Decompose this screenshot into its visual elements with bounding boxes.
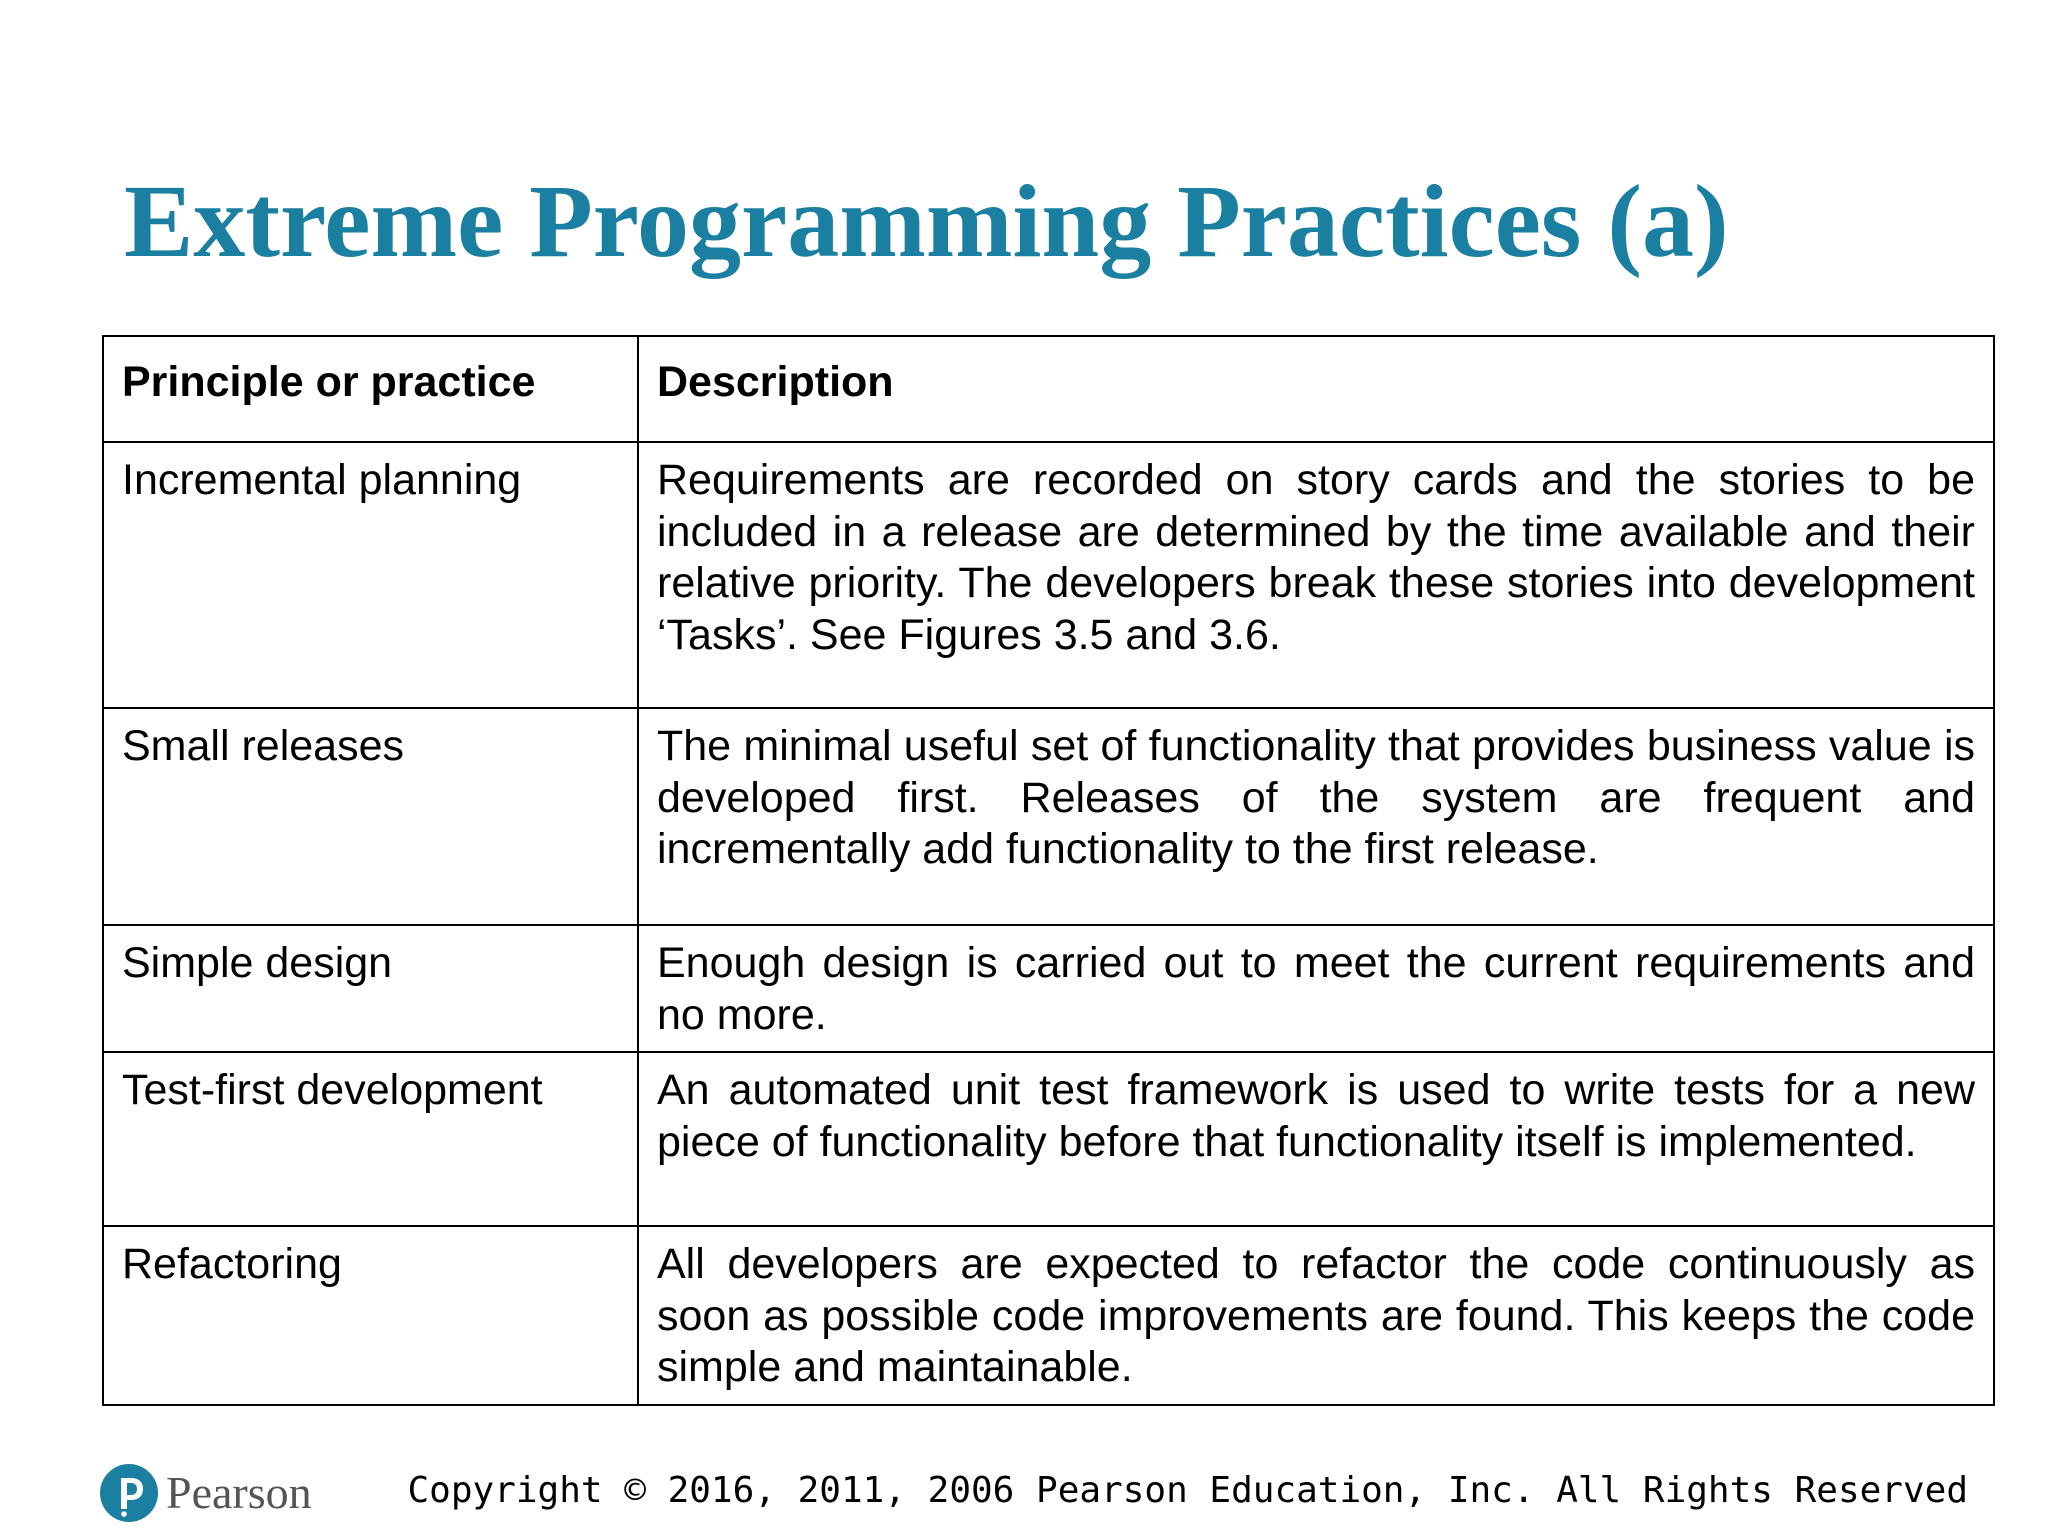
- pearson-wordmark: Pearson: [166, 1467, 312, 1518]
- practice-cell: Incremental planning: [103, 442, 638, 708]
- practices-table: [102, 335, 1995, 1406]
- table-row: [103, 442, 1994, 708]
- practice-cell: Small releases: [103, 708, 638, 925]
- pearson-p-icon: [100, 1464, 158, 1522]
- practice-cell: Simple design: [103, 925, 638, 1052]
- practice-cell: Refactoring: [103, 1226, 638, 1405]
- table-row: [103, 925, 1994, 1052]
- description-cell: The minimal useful set of functionality that provides business value is developed first. Releases of the system are frequent and incrementally add functionality to the first release.: [638, 708, 1994, 925]
- description-cell: Requirements are recorded on story cards and the stories to be included in a release are determined by the time available and their relative priority. The developers break these stories into development ‘Tasks’. See Figures 3.5 and 3.6.: [638, 442, 1994, 708]
- pearson-logo: [100, 1462, 312, 1524]
- table-row: [103, 1052, 1994, 1226]
- column-header-description: Description: [638, 336, 1994, 442]
- table-row: [103, 708, 1994, 925]
- practice-cell: Test-first development: [103, 1052, 638, 1226]
- copyright-notice: Copyright © 2016, 2011, 2006 Pearson Education, Inc. All Rights Reserved: [407, 1470, 1968, 1511]
- table-header-row: [103, 336, 1994, 442]
- table-row: [103, 1226, 1994, 1405]
- description-cell: Enough design is carried out to meet the current requirements and no more.: [638, 925, 1994, 1052]
- column-header-practice: Principle or practice: [103, 336, 638, 442]
- description-cell: All developers are expected to refactor the code continuously as soon as possible code improvements are found. This keeps the code simple and maintainable.: [638, 1226, 1994, 1405]
- description-cell: An automated unit test framework is used to write tests for a new piece of functionality before that functionality itself is implemented.: [638, 1052, 1994, 1226]
- slide-title: Extreme Programming Practices (a): [124, 164, 1729, 279]
